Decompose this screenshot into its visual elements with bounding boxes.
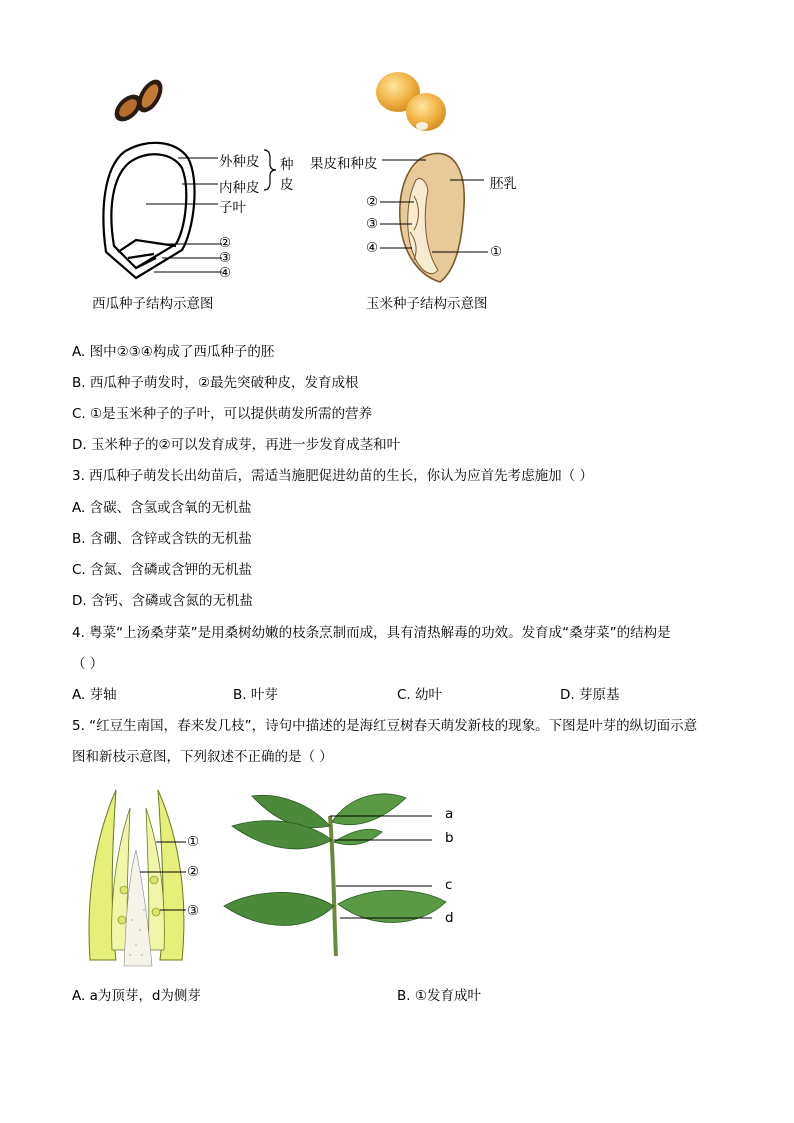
new-branch-diagram [222, 786, 452, 960]
label-corn-3: ③ [366, 216, 379, 232]
corn-seed-diagram [380, 150, 520, 290]
label-seed-coat-bottom: 皮 [280, 177, 294, 193]
label-endosperm: 胚乳 [490, 176, 517, 192]
q3-option-d: D. 含钙、含磷或含氮的无机盐 [72, 593, 253, 609]
leaf-bud-section-diagram [82, 780, 222, 970]
branch-leaf-top-right [332, 794, 406, 825]
label-seed-coat-top: 种 [280, 157, 294, 173]
caption-watermelon: 西瓜种子结构示意图 [92, 296, 214, 312]
label-pericarp: 果皮和种皮 [310, 156, 378, 172]
q2-option-a: A. 图中②③④构成了西瓜种子的胚 [72, 344, 275, 360]
q3-option-c: C. 含氮、含磷或含钾的无机盐 [72, 562, 253, 578]
branch-leaf-low-left [224, 892, 334, 925]
label-branch-b: b [445, 830, 454, 846]
q5-stem: 5. “红豆生南国，春来发几枝”，诗句中描述的是海红豆树春天萌发新枝的现象。下图是叶芽的纵切面示意 [72, 718, 698, 734]
label-branch-d: d [445, 910, 454, 926]
q3-option-a: A. 含碳、含氢或含氧的无机盐 [72, 500, 252, 516]
q2-option-d: D. 玉米种子的②可以发育成芽，再进一步发育成茎和叶 [72, 437, 401, 453]
watermelon-seed-diagram [96, 140, 296, 290]
label-watermelon-2: ② [219, 235, 232, 251]
q4-option-c: C. 幼叶 [397, 687, 443, 703]
label-corn-1: ① [490, 244, 503, 260]
label-branch-c: c [445, 877, 453, 893]
label-watermelon-4: ④ [219, 265, 232, 281]
q4-option-d: D. 芽原基 [560, 687, 620, 703]
q4-stem-continued: （ ） [72, 656, 104, 672]
label-cotyledon: 子叶 [219, 200, 246, 216]
label-bud-3: ③ [187, 903, 200, 919]
corn-kernel-photo [372, 64, 456, 136]
q4-option-a: A. 芽轴 [72, 687, 117, 703]
q5-stem-continued: 图和新枝示意图，下列叙述不正确的是（ ） [72, 749, 333, 765]
q4-option-b: B. 叶芽 [233, 687, 278, 703]
branch-leaf-mid-right [334, 829, 382, 845]
label-outer-seed-coat: 外种皮 [219, 154, 260, 170]
inner-seed-coat-outline [111, 154, 186, 268]
label-branch-a: a [445, 806, 454, 822]
q5-option-a: A. a为顶芽，d为侧芽 [72, 988, 201, 1004]
label-corn-4: ④ [366, 240, 379, 256]
q3-stem: 3. 西瓜种子萌发长出幼苗后，需适当施肥促进幼苗的生长，你认为应首先考虑施加（ ） [72, 468, 593, 484]
q5-option-b: B. ①发育成叶 [397, 988, 481, 1004]
label-corn-2: ② [366, 194, 379, 210]
seed-coat-brace [264, 150, 276, 190]
q4-stem: 4. 粤菜“上汤桑芽菜”是用桑树幼嫩的枝条烹制而成，具有清热解毒的功效。发育成“桑芽菜”的结构是 [72, 625, 671, 641]
q2-option-c: C. ①是玉米种子的子叶，可以提供萌发所需的营养 [72, 406, 373, 422]
caption-corn: 玉米种子结构示意图 [366, 296, 488, 312]
q3-option-b: B. 含硼、含锌或含铁的无机盐 [72, 531, 252, 547]
branch-stem [330, 816, 336, 956]
label-watermelon-3: ③ [219, 250, 232, 266]
label-bud-1: ① [187, 834, 200, 850]
label-inner-seed-coat: 内种皮 [219, 180, 260, 196]
watermelon-seed-photo [108, 74, 170, 132]
q2-option-b: B. 西瓜种子萌发时，②最先突破种皮，发育成根 [72, 375, 359, 391]
label-bud-2: ② [187, 864, 200, 880]
